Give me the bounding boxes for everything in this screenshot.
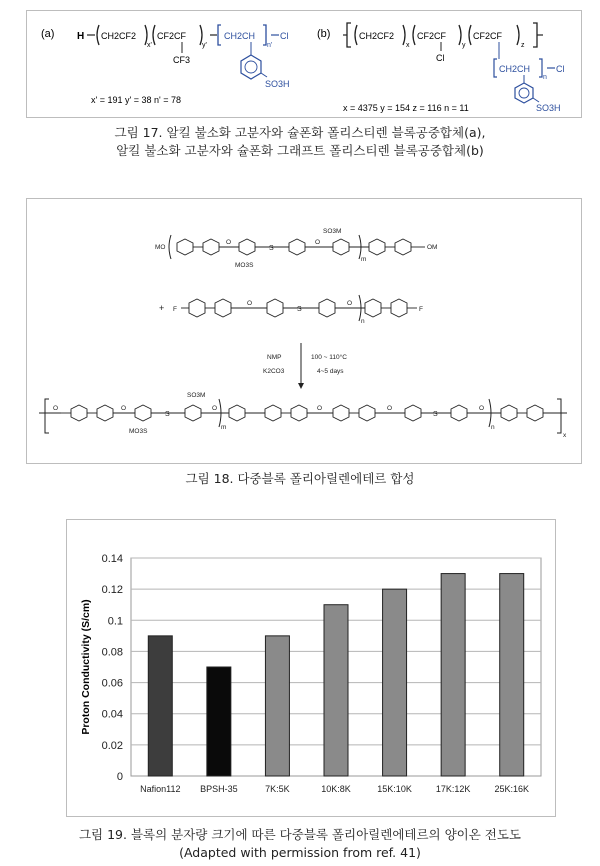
row3-ether-o3: O — [212, 405, 218, 412]
x-tick-label: 7K:5K — [265, 784, 290, 794]
figure-18-panel — [26, 198, 582, 464]
figure-19-caption — [0, 826, 600, 862]
row1-om: OM — [427, 244, 438, 251]
row3-ether-o4: O — [317, 405, 323, 412]
row3-ether-o1: O — [53, 405, 59, 412]
row2-f-left: F — [173, 306, 177, 313]
panel-b-label: (b) — [317, 28, 331, 40]
x-tick-label: 25K:16K — [494, 784, 529, 794]
row1-m: m — [361, 256, 367, 263]
bar — [383, 589, 407, 776]
row1-mo3s: MO3S — [235, 262, 254, 269]
figure-17-caption-line1: 그림 17. 알킬 불소화 고분자와 슐폰화 폴리스티렌 블록공중합체(a), — [114, 125, 486, 140]
row3-m: m — [221, 424, 227, 431]
panel-b-unit1: CH2CF2 — [359, 31, 395, 41]
panel-b-unit3: CF2CF — [473, 31, 502, 41]
bar — [265, 636, 289, 776]
y-tick-label: 0.06 — [101, 677, 123, 690]
y-tick-label: 0.12 — [101, 584, 123, 597]
row2-sulfone-s: S — [297, 306, 302, 313]
x-tick-label: BPSH-35 — [200, 784, 238, 794]
row1-rings — [177, 239, 411, 255]
figure-18-caption — [0, 470, 600, 488]
panel-a-unit1: CH2CF2 — [101, 31, 137, 41]
row2-plus: + — [159, 303, 165, 313]
row1-mo: MO — [155, 244, 166, 251]
figure-17-structures — [27, 11, 581, 117]
panel-b-values: x = 4375 y = 154 z = 116 n = 11 — [343, 103, 469, 113]
reagent-k2co3: K2CO3 — [263, 368, 285, 375]
row2-ether-o2: O — [347, 300, 353, 307]
x-tick-label: Nafion112 — [140, 784, 181, 794]
row2-ether-o1: O — [247, 300, 253, 307]
row3-sulfone-s2: S — [433, 411, 438, 418]
y-tick-label: 0.08 — [101, 646, 123, 659]
panel-a-so3h: SO3H — [265, 79, 290, 89]
panel-b-sub-x: x — [406, 42, 410, 49]
x-tick-label: 10K:8K — [321, 784, 351, 794]
figure-18-scheme — [27, 199, 581, 463]
bar — [441, 574, 465, 776]
panel-a-sub-n: n' — [267, 42, 273, 49]
panel-a-end-cl: Cl — [280, 31, 289, 41]
figure-17-caption-line2: 알킬 불소화 고분자와 슐폰화 그래프트 폴리스티렌 블록공중합체(b) — [116, 143, 484, 158]
y-tick-label: 0.02 — [101, 739, 123, 752]
panel-a-unit3: CH2CH — [224, 31, 256, 41]
condition-temperature: 100 ~ 110°C — [311, 354, 347, 361]
condition-time: 4~5 days — [317, 368, 344, 375]
bar — [148, 636, 172, 776]
x-tick-label: 17K:12K — [435, 784, 471, 794]
panel-a-sub-y: y' — [202, 42, 207, 49]
panel-b-unit2: CF2CF — [417, 31, 446, 41]
figure-18-caption-text: 그림 18. 다중블록 폴리아릴렌에테르 합성 — [185, 471, 415, 486]
x-tick-label: 15K:10K — [377, 784, 412, 794]
reagent-nmp: NMP — [267, 354, 282, 361]
panel-a-cf3: CF3 — [173, 55, 191, 65]
row3-ether-o5: O — [387, 405, 393, 412]
conductivity-bar-chart — [67, 520, 555, 816]
figure-19-caption-line1: 그림 19. 블록의 분자량 크기에 따른 다중블록 폴리아릴렌에테르의 양이온 전도도 — [78, 827, 522, 842]
row2-f-right: F — [419, 306, 423, 313]
panel-a-label: (a) — [41, 28, 55, 40]
figure-17-panel — [26, 10, 582, 118]
panel-b-side-cl: Cl — [436, 53, 445, 63]
panel-b-benzene-ring — [515, 83, 533, 103]
panel-a-sub-x: x' — [147, 42, 152, 49]
row3-ether-o6: O — [479, 405, 485, 412]
row1-ether-o2: O — [315, 239, 321, 246]
y-tick-label: 0.1 — [107, 615, 123, 628]
row3-sulfone-s1: S — [165, 411, 170, 418]
panel-a-unit2: CF2CF — [157, 31, 186, 41]
y-tick-label: 0 — [116, 771, 123, 783]
panel-b-end-cl: Cl — [556, 64, 565, 74]
panel-b-sub-z: z — [521, 42, 525, 49]
panel-a-values: x' = 191 y' = 38 n' = 78 — [91, 95, 181, 105]
panel-b-graft-unit: CH2CH — [499, 64, 531, 74]
panel-b-sub-y: y — [462, 42, 466, 49]
figure-19-caption-line2: (Adapted with permission from ref. 41) — [179, 845, 421, 860]
row3-n: n — [491, 424, 495, 431]
y-axis-label: Proton Conductivity (S/cm) — [80, 599, 92, 735]
bar — [207, 667, 231, 776]
panel-a-benzene-ring — [241, 55, 261, 79]
row1-ether-o1: O — [226, 239, 232, 246]
bar — [500, 574, 524, 776]
panel-a-hydrogen: H — [77, 31, 85, 42]
row1-so3m: SO3M — [323, 228, 342, 235]
panel-b-so3h: SO3H — [536, 103, 561, 113]
row3-ether-o2: O — [121, 405, 127, 412]
row3-mo3s: MO3S — [129, 428, 148, 435]
figure-17-caption — [0, 124, 600, 160]
row2-n: n — [361, 318, 365, 325]
row3-so3m: SO3M — [187, 392, 206, 399]
figure-19-panel — [66, 519, 556, 817]
y-tick-label: 0.04 — [101, 708, 123, 721]
row3-x: x — [563, 432, 567, 439]
row1-sulfone-s: S — [269, 245, 274, 252]
panel-b-sub-n: n — [543, 74, 547, 81]
bar — [324, 605, 348, 776]
y-tick-label: 0.14 — [101, 553, 123, 565]
